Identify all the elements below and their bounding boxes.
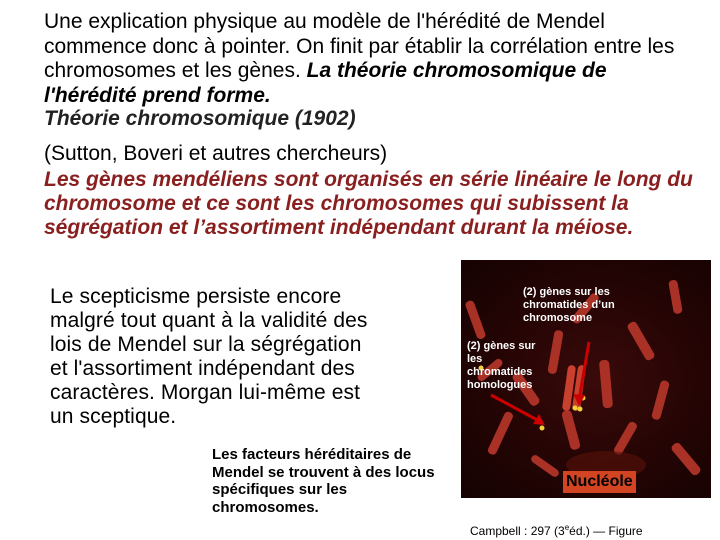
- skepticism-paragraph: Le scepticisme persiste encore malgré tout quant à la validité des lois de Mendel sur la ségrégation et l'assortiment indépendant des caractères. Morgan lui-même est un sceptique.: [50, 285, 368, 428]
- theory-authors: (Sutton, Boveri et autres chercheurs): [44, 142, 388, 165]
- chromosome: [668, 279, 683, 314]
- chromosome: [487, 410, 515, 455]
- chromosome: [599, 360, 613, 409]
- intro-emphasis: La théorie chromosomique de l'hérédité prend forme.: [44, 59, 607, 107]
- intro-paragraph: [44, 10, 704, 108]
- theory-title: Théorie chromosomique (1902): [44, 107, 356, 130]
- chromosome: [626, 320, 656, 361]
- callout-sister-chromatids: (2) gènes sur les chromatides d’un chromosome: [523, 286, 615, 324]
- chromosome: [530, 454, 561, 479]
- chromosome: [464, 299, 486, 340]
- gene-dot: [573, 406, 578, 411]
- credit-main: Campbell : 297 (3: [470, 524, 565, 538]
- chromosome: [547, 330, 564, 375]
- gene-dot: [578, 407, 583, 412]
- theory-statement: Les gènes mendéliens sont organisés en série linéaire le long du chromosome et ce sont les chromosomes qui subissent la ségrégation et l’assortiment indépendant durant la méiose.: [44, 168, 693, 240]
- gene-dot: [540, 426, 545, 431]
- figure-credit: [470, 521, 643, 538]
- chromosome: [670, 441, 702, 477]
- factors-note: Les facteurs héréditaires de Mendel se trouvent à des locus spécifiques sur les chromosomes.: [212, 446, 435, 516]
- intro-text: Une explication physique au modèle de l'hérédité de Mendel commence donc à pointer. On finit par établir la corrélation entre les chromosomes et les gènes.: [44, 10, 675, 82]
- nucleolus-label: Nucléole: [563, 471, 636, 493]
- credit-superscript: e: [564, 523, 570, 532]
- chromosome: [613, 420, 639, 456]
- callout-homologous-chromatids: (2) gènes sur les chromatides homologues: [467, 340, 536, 391]
- chromosome: [651, 380, 670, 421]
- chromosome: [561, 409, 581, 450]
- credit-rest: éd.) — Figure: [569, 524, 643, 538]
